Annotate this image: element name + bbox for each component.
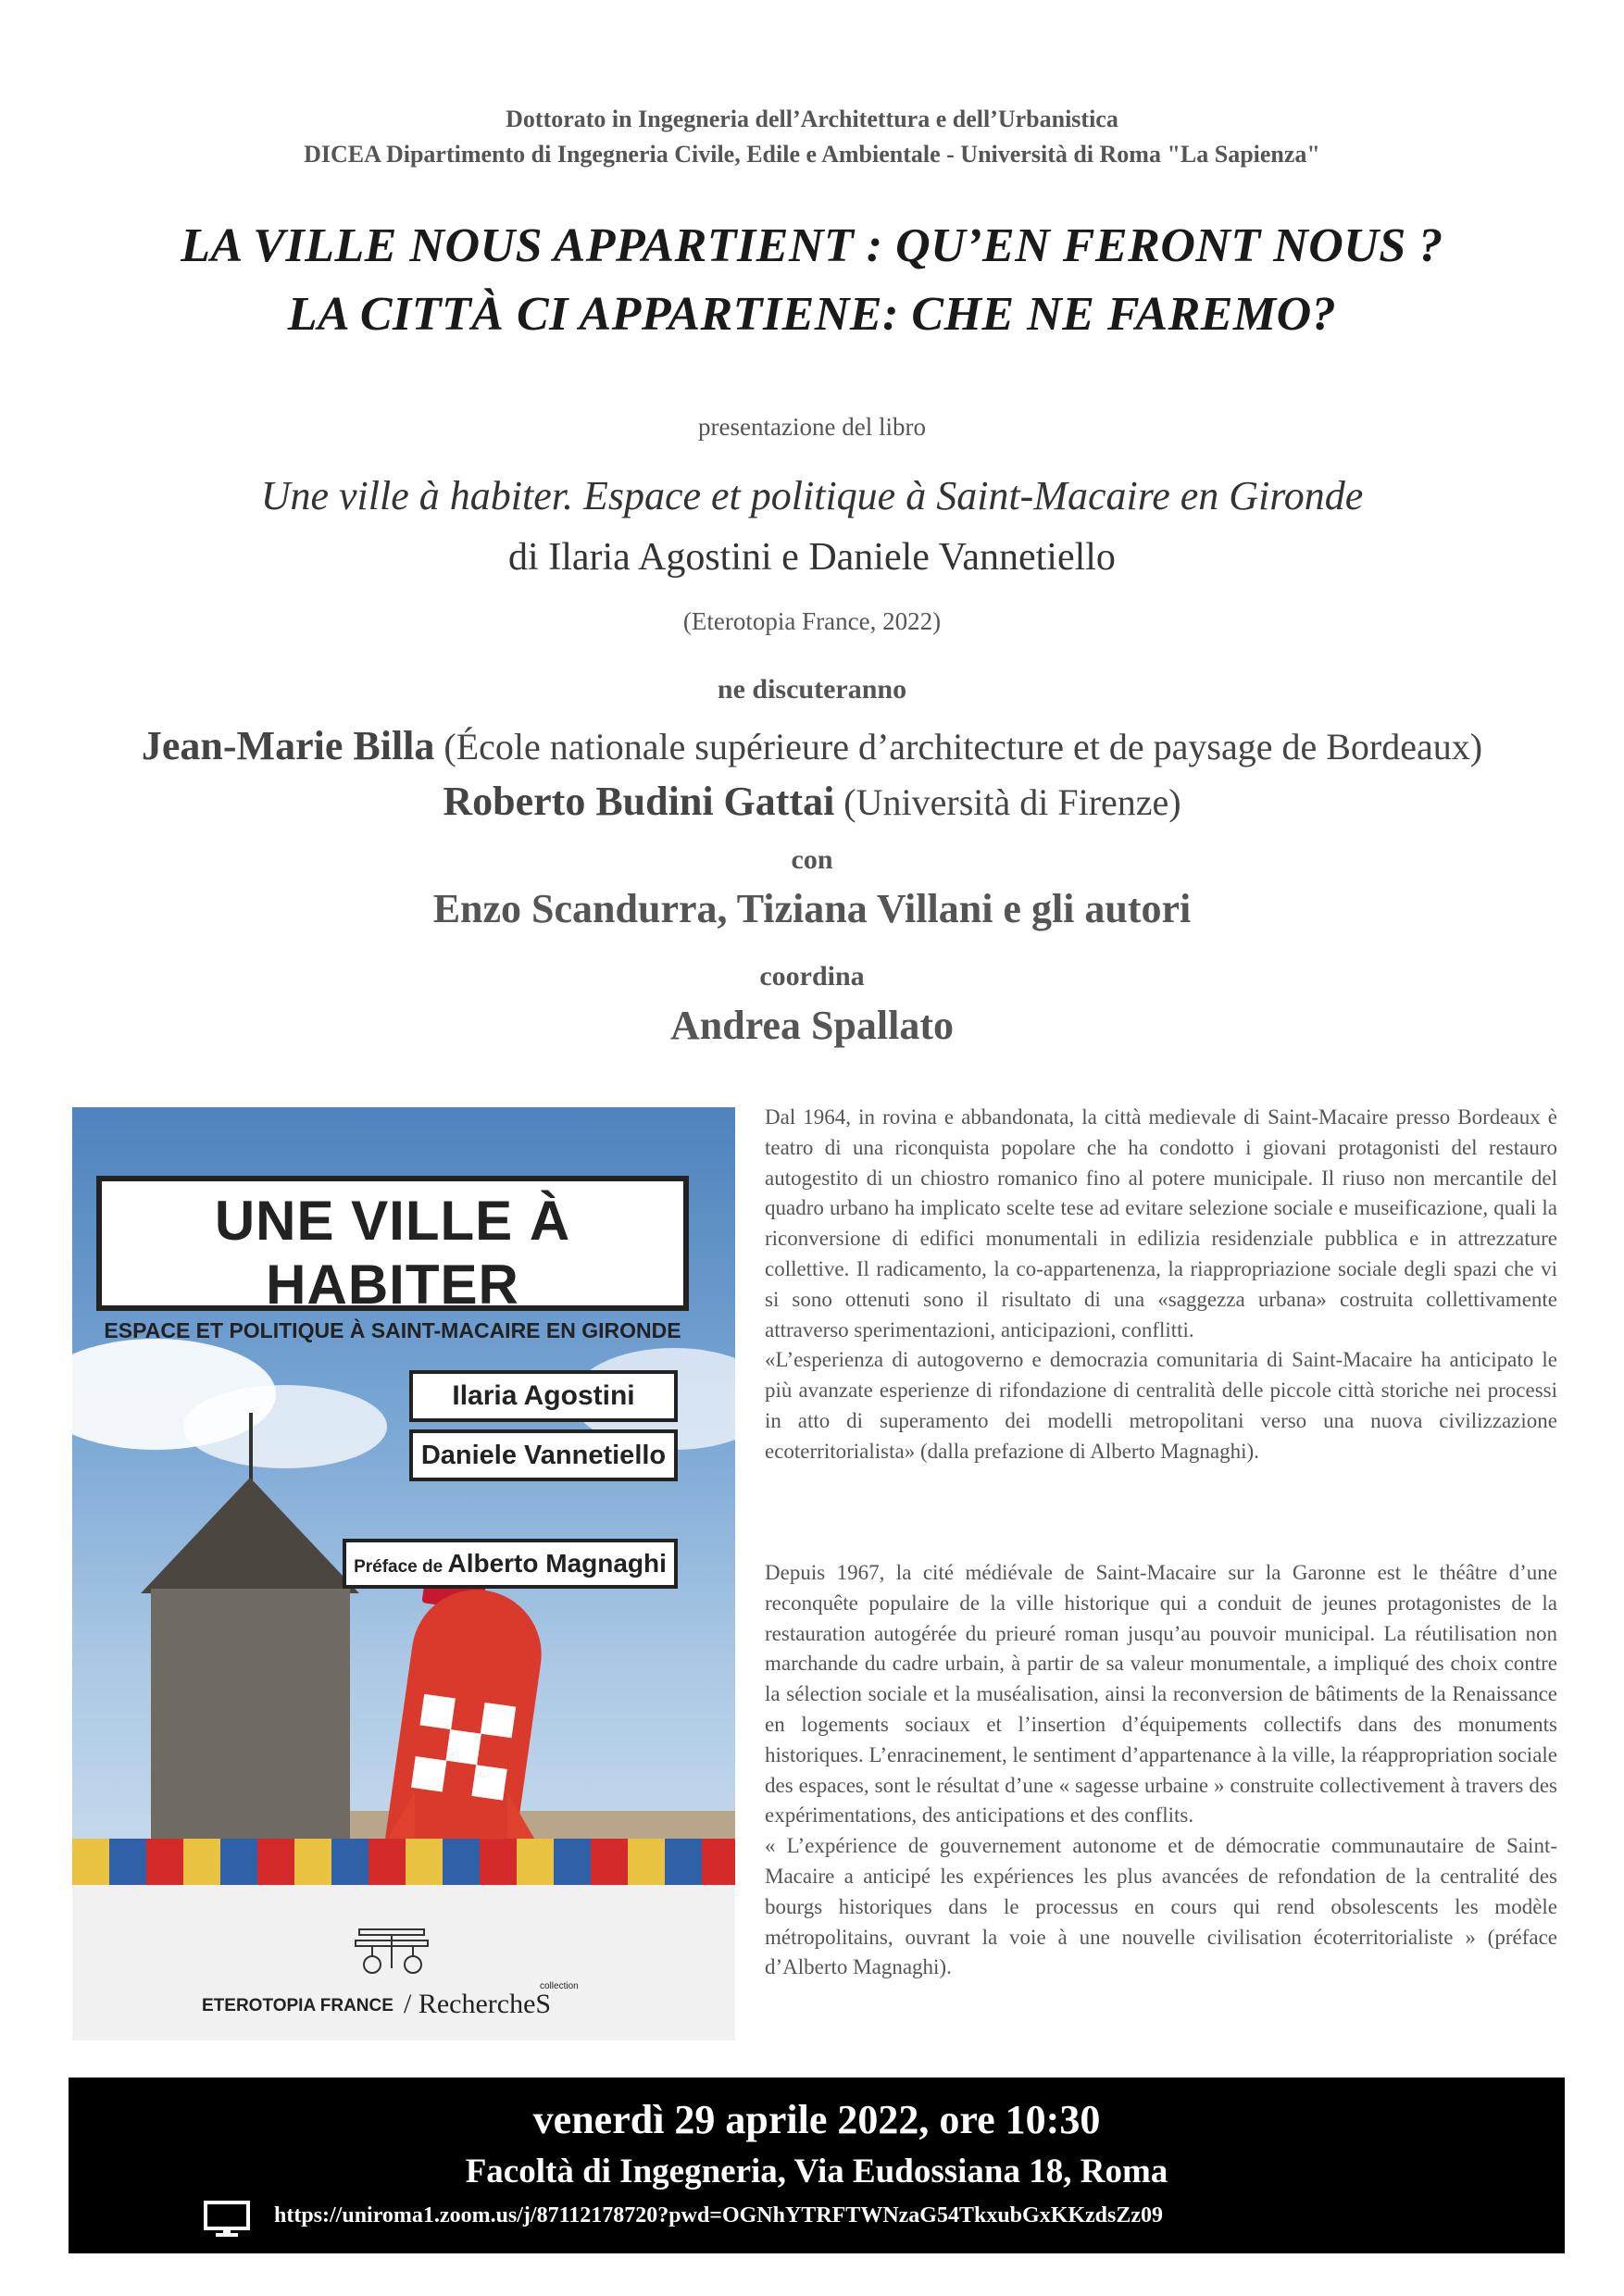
cover-author-2: Daniele Vannetiello <box>409 1429 678 1481</box>
with-label: con <box>791 844 833 875</box>
cover-rocket-check <box>411 1756 446 1791</box>
cover-series: / RechercheS <box>404 1989 552 2019</box>
speaker-2 <box>0 778 1624 825</box>
event-title-it: LA CITTÀ CI APPARTIENE: CHE NE FAREMO? <box>287 288 1337 341</box>
book-cover-image <box>72 1107 735 2040</box>
presentation-label: presentazione del libro <box>698 413 926 441</box>
zoom-link[interactable]: https://uniroma1.zoom.us/j/87112178720?pwd=OGNhYTRFTWNzaG54TkxubGxKKzdsZz09 <box>274 2203 1164 2227</box>
french-paragraph-1: Depuis 1967, la cité médiévale de Saint-Macaire sur la Garonne est le théâtre d’une reconquête populaire de la ville historique qui a conduit de jeunes protagonistes de la restauration autogérée du prieuré roman jusqu’au pouvoir municipal. La réutilisation non marchande du cadre urbain, à partir de sa valeur monumentale, a impliqué des choix contre la sélection sociale et la muséalisation, ainsi la reconversion de bâtiments de la Renaissance en logements sociaux et l’insertion d’équipements collectifs dans des monuments historiques. L’enracinement, le sentiment d’appartenance à la ville, la réappropriation sociale des espaces, sont le résultat d’une « sagesse urbaine » construite collectivement à travers des expérimentations, des anticipations et des conflits. <box>765 1561 1557 1828</box>
monitor-icon <box>204 2201 250 2238</box>
speaker-2-name: Roberto Budini Gattai <box>443 779 835 824</box>
discussants-label: ne discuteranno <box>717 674 907 705</box>
cover-rocket-check <box>481 1703 516 1738</box>
cover-tower-roof <box>141 1478 359 1593</box>
coordinator-name: Andrea Spallato <box>669 1003 955 1048</box>
speaker-2-affiliation: (Università di Firenze) <box>834 781 1181 823</box>
event-info-banner <box>69 2078 1565 2253</box>
program-name: Dottorato in Ingegneria dell’Architettura e dell’Urbanistica <box>506 106 1118 132</box>
italian-paragraph-1: Dal 1964, in rovina e abbandonata, la città medievale di Saint-Macaire presso Bordeaux è teatro di una riconquista popolare che ha condotto i giovani protagonisti del restauro autogestito di un chiostro romanico fino al potere municipale. Il riuso non mercantile del quadro urbano ha implicato scelte tese ad evitare selezione sociale e museificazione, quali la riconversione di edifici monumentali in edilizia residenziale pubblica e in attrezzature collettive. Il radicamento, la co-appartenenza, la riappropriazione sociale degli spazi che vi si sono ottenuti sono il risultato di una «saggezza urbana» costruita collettivamente attraverso sperimentazioni, anticipazioni, conflitti. <box>765 1105 1557 1341</box>
cover-subtitle: ESPACE ET POLITIQUE À SAINT-MACAIRE EN GIRONDE <box>104 1318 681 1342</box>
department-name: DICEA Dipartimento di Ingegneria Civile, Edile e Ambientale - Università di Roma "La Sapienza" <box>304 141 1320 168</box>
speaker-1 <box>0 722 1624 769</box>
publisher-logo-icon <box>350 1922 433 1978</box>
event-location: Facoltà di Ingegneria, Via Eudossiana 18, Roma <box>465 2152 1168 2190</box>
speaker-1-name: Jean-Marie Billa <box>141 723 435 768</box>
cover-publisher: ETEROTOPIA FRANCE <box>202 1996 394 2015</box>
cover-preface-name: Alberto Magnaghi <box>447 1549 667 1578</box>
french-description <box>765 1558 1557 1983</box>
book-authors: di Ilaria Agostini e Daniele Vannetiello <box>508 536 1116 579</box>
coordinator-label: coordina <box>759 961 865 992</box>
event-date: venerdì 29 aprile 2022, ore 10:30 <box>532 2097 1101 2142</box>
cover-cloud <box>183 1385 387 1468</box>
italian-description <box>765 1103 1557 1467</box>
cover-author-1: Ilaria Agostini <box>409 1370 678 1422</box>
cover-rocket-check <box>419 1694 455 1729</box>
cover-preface <box>343 1539 678 1589</box>
speaker-1-affiliation: (École nationale supérieure d’architecture et de paysage de Bordeaux) <box>434 726 1483 767</box>
cover-title-box <box>96 1176 689 1342</box>
with-names: Enzo Scandurra, Tiziana Villani e gli autori <box>432 886 1192 931</box>
cover-title: UNE VILLE À HABITER <box>214 1190 571 1316</box>
event-title-fr: LA VILLE NOUS APPARTIENT : QU’EN FERONT NOUS ? <box>181 219 1443 272</box>
french-paragraph-2: « L’expérience de gouvernement autonome et de démocratie communautaire de Saint-Macaire a anticipé les expériences les plus avancées de refondation de la centralité des bourgs historiques dans le processus en cours qui rend obsolescents les modèle métropolitains, ouvrant la voie à une nouvelle civilisation écoterritorialiste » (préface d’Alberto Magnaghi). <box>765 1834 1557 1979</box>
cover-collection-label: collection <box>540 1981 579 1991</box>
book-publisher: (Eterotopia France, 2022) <box>682 607 942 635</box>
cover-preface-label: Préface de <box>354 1557 448 1577</box>
italian-paragraph-2: «L’esperienza di autogoverno e democrazia comunitaria di Saint-Macaire ha anticipato le più avanzate esperienze di rifondazione di centralità delle piccole città storiche nei processi in atto di superamento dei modelli metropolitani verso una nuova civilizzazione ecoterritorialista» (dalla prefazione di Alberto Magnaghi). <box>765 1348 1557 1463</box>
cover-rocket-check <box>471 1765 506 1800</box>
cover-rocket-check <box>445 1729 481 1765</box>
cover-spire <box>249 1413 253 1487</box>
book-title: Une ville à habiter. Espace et politique à Saint-Macaire en Gironde <box>260 473 1364 518</box>
